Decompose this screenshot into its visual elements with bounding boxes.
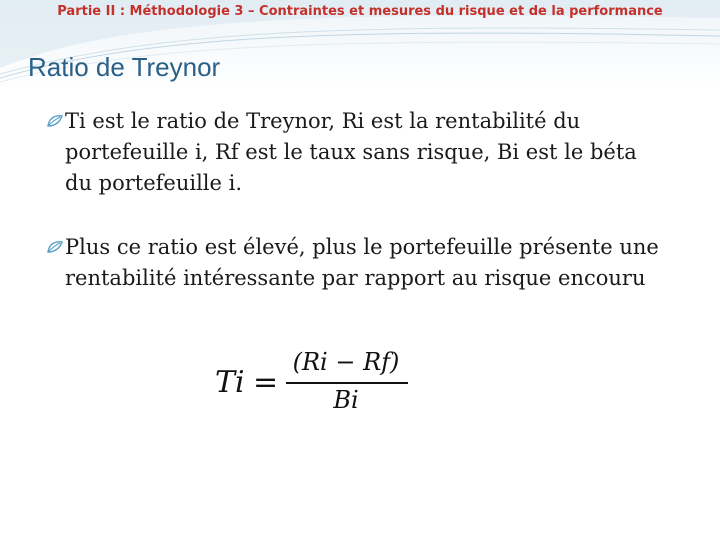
treynor-formula	[210, 348, 410, 416]
bullet-item	[44, 232, 664, 294]
formula-denominator: Bi	[333, 386, 359, 414]
formula-numerator: (Ri − Rf)	[292, 348, 400, 376]
bullet-text: Plus ce ratio est élevé, plus le portefeuille présente une rentabilité intéressante par rapport au risque encouru	[65, 235, 659, 290]
leaf-bullet-icon	[46, 113, 64, 129]
header-title: Partie II : Méthodologie 3 – Contraintes et mesures du risque et de la performance	[57, 4, 663, 19]
bullet-item	[44, 106, 664, 199]
formula-equals: =	[253, 365, 279, 400]
bullet-text: Ti est le ratio de Treynor, Ri est la rentabilité du portefeuille i, Rf est le taux sans risque, Bi est le béta du portefeuille i.	[65, 109, 637, 195]
slide-title: Ratio de Treynor	[28, 52, 221, 82]
header-band	[0, 0, 720, 32]
formula-lhs: Ti	[215, 365, 245, 400]
bullet-list	[44, 106, 664, 327]
leaf-bullet-icon	[46, 239, 64, 255]
fraction-bar	[286, 382, 408, 384]
